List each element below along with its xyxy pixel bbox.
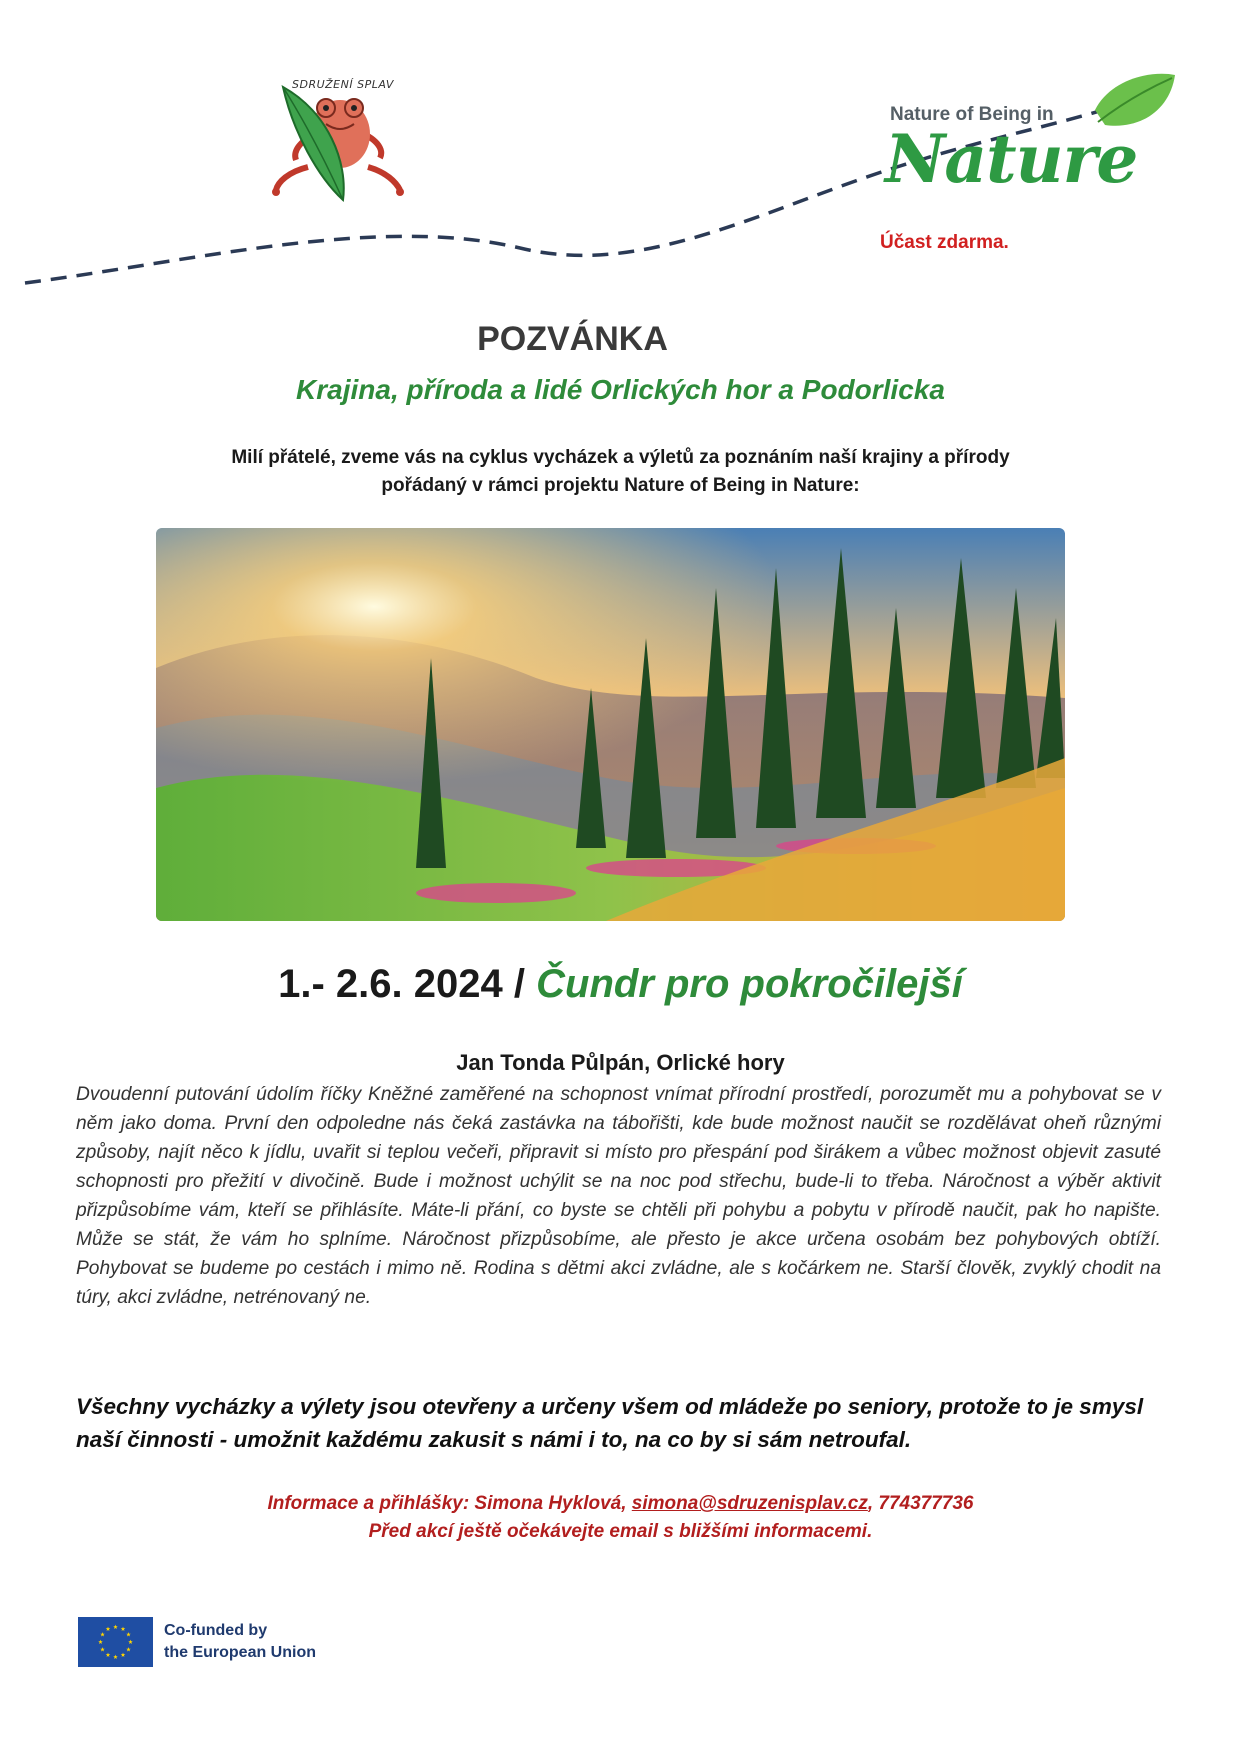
contact-prefix: Informace a přihlášky: Simona Hyklová,	[267, 1493, 632, 1514]
contact-phone: , 774377736	[867, 1493, 974, 1514]
contact-line	[0, 1490, 1241, 1518]
event-name: Čundr pro pokročilejší	[536, 962, 963, 1006]
nature-logo-big-text: Nature	[885, 120, 1138, 198]
landscape-photo	[156, 528, 1065, 921]
contact-note: Před akcí ještě očekávejte email s bližšími informacemi.	[368, 1521, 873, 1542]
frog-logo-text: SDRUŽENÍ SPLAV	[292, 78, 394, 91]
free-entry-note: Účast zdarma.	[880, 232, 1009, 253]
event-date: 1.- 2.6. 2024	[278, 962, 503, 1006]
event-heading	[0, 962, 1241, 1007]
sdruzeni-splav-logo	[268, 72, 408, 207]
intro-line-2: pořádaný v rámci projektu Nature of Being in Nature:	[381, 475, 860, 496]
eu-text-line-1: Co-funded by	[164, 1622, 268, 1639]
nature-logo-small-text: Nature of Being in	[890, 104, 1054, 125]
event-description: Dvoudenní putování údolím říčky Kněžné zaměřené na schopnost vnímat přírodní prostředí, porozumět mu a pohybovat se v něm jako doma. První den odpoledne nás čeká zastávka na tábořišti, kde bude možnost naučit se rozdělávat oheň různými způsoby, najít něco k jídlu, uvařit si teplou večeři, připravit si místo pro přespání pod širákem a vůbec možnost objevit zasuté schopnosti pro přežití v divočině. Bude i možnost uchýlit se na noc pod střechu, bude-li to třeba. Náročnost a výběr aktivit přizpůsobíme vám, kteří se přihlásíte. Máte-li přání, co byste se chtěli při pohybu a pobytu v přírodě naučit, pak ho napište. Může se stát, že vám ho splníme. Náročnost přizpůsobíme, ale přesto je akce určena osobám bez pohybových obtíží. Pohybovat se budeme po cestách i mimo ně. Rodina s dětmi akci zvládne, ale s kočárkem ne. Starší člověk, zvyklý chodit na túry, akci zvládne, netrénovaný ne.	[76, 1084, 1161, 1308]
page-title: POZVÁNKA	[477, 320, 668, 358]
eu-flag-icon	[78, 1617, 153, 1667]
closing-statement: Všechny vycházky a výlety jsou otevřeny a určeny všem od mládeže po seniory, protože to je smysl naší činnosti - umožnit každému zakusit s námi i to, na co by si sám netroufal.	[76, 1394, 1144, 1452]
contact-info	[0, 1490, 1241, 1546]
eu-cofunded-text	[164, 1620, 316, 1664]
event-leader: Jan Tonda Půlpán, Orlické hory	[456, 1050, 785, 1075]
eu-text-line-2: the European Union	[164, 1644, 316, 1661]
page-subtitle: Krajina, příroda a lidé Orlických hor a Podorlicka	[296, 374, 945, 405]
contact-email-link[interactable]: simona@sdruzenisplav.cz	[631, 1493, 868, 1514]
event-separator: /	[513, 962, 525, 1006]
intro-line-1: Milí přátelé, zveme vás na cyklus vycházek a výletů za poznáním naší krajiny a přírody	[231, 447, 1010, 468]
intro-text	[0, 444, 1241, 500]
